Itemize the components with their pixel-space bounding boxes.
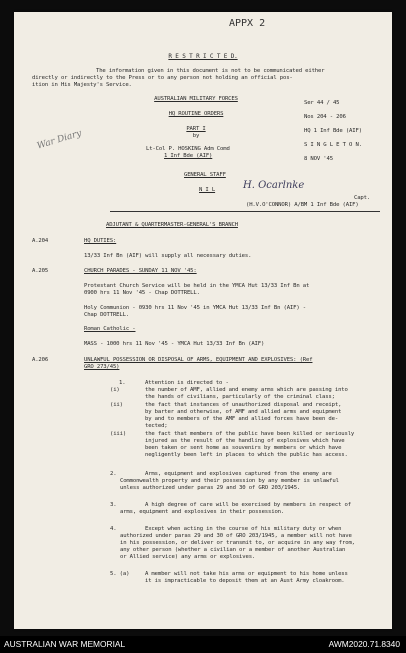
ref-place: S I N G L E T O N. [304,142,362,148]
p1-item-ii-line: by and to members of the AMF and allied forces have been de- [145,416,339,422]
p1-item-i-line: the number of AMF, allied and enemy arms which are passing into [145,387,348,393]
footer-source: AUSTRALIAN WAR MEMORIAL [4,639,126,649]
p4-line: any other person (whether a civilian or a member of another Australian [120,547,346,553]
p2-line: Commonwealth property and their possession by any member is unlawful [120,478,339,484]
p2-line: unless authorized under paras 29 and 30 of GRO 203/1945. [120,485,301,491]
p1-item-ii-line: by barter and otherwise, of AMF and allied arms and equipment [145,409,342,415]
appendix-label: APPX 2 [229,18,266,29]
p4-line: in his possession, or deliver or transmit to, or acquire in any way from, [120,540,355,546]
a205-mass: MASS - 1000 hrs 11 Nov '45 - YMCA Hut 13/33 Inf Bn (AIF) [84,341,265,347]
archive-footer [0,636,406,653]
p1-item-iii-line: the fact that members of the public have been killed or seriously [145,431,355,437]
notice-line-2: directly or indirectly to the Press or to any person not holding an official pos- [32,75,293,81]
p3-line: arms, equipment and explosives in their possession. [120,509,285,515]
p4-line: or Allied service) any arms or explosives. [120,554,256,560]
document-page [14,12,392,629]
p1-item-ii-line: the fact that instances of unauthorized disposal and receipt, [145,402,342,408]
title-line-1: AUSTRALIAN MILITARY FORCES [154,96,238,102]
p1-item-iii-line: been taken or sent home as souvenirs by members or which have [145,445,342,451]
signatory: (H.V.O'CONNOR) A/BM 1 Inf Bde (AIF) [246,202,359,208]
a205-number: A.205 [32,268,49,274]
section-heading: ADJUTANT & QUARTERMASTER-GENERAL'S BRANCH [106,222,238,228]
general-staff-heading: GENERAL STAFF [184,172,226,178]
p5-line: A member will not take his arms or equipment to his home unless [145,571,348,577]
a206-title-2: GRO 273/45) [84,364,120,370]
a205-prot-2: 0900 hrs 11 Nov '45 - Chap DOTTRELL. [84,290,200,296]
p1-item-i-num: (i) [110,387,120,393]
p5-line: it is impracticable to deposit them at an Aust Army cloakroom. [145,578,345,584]
title-line-4: by [192,133,200,139]
a205-rc-title: Roman Catholic - [84,326,136,332]
title-line-6: 1 Inf Bde (AIF) [164,153,213,159]
a205-prot-1: Protestant Church Service will be held in the YMCA Hut 13/33 Inf Bn at [84,283,310,289]
a204-text: 13/33 Inf Bn (AIF) will supply all necessary duties. [84,253,252,259]
p4-line: Except when acting in the course of his military duty or when [145,526,342,532]
notice-line-3: ition in His Majesty's Service. [32,82,132,88]
ref-hq: HQ 1 Inf Bde (AIF) [304,128,362,134]
p4-line: authorized under paras 29 and 30 of GRO 203/1945, a member will not have [120,533,352,539]
capt-label: Capt. [354,195,371,201]
ref-nos: Nos 204 - 206 [304,114,346,120]
p1-item-ii-line: tected; [145,423,168,429]
divider [110,211,380,212]
p1-item-iii-num: (iii) [110,431,127,437]
a205-title: CHURCH PARADES - SUNDAY 11 NOV '45: [84,268,197,274]
p1-lead: Attention is directed to - [145,380,229,386]
p3-line: A high degree of care will be exercised by members in respect of [145,502,351,508]
p2-number: 2. [110,471,117,477]
notice-line-1: The information given in this document is not to be communicated either [96,68,325,74]
ref-date: 8 NOV '45 [304,156,333,162]
a204-title: HQ DUTIES: [84,238,117,244]
p1-item-ii-num: (ii) [110,402,123,408]
restricted-heading: R E S T R I C T E D. [168,53,238,60]
p4-number: 4. [110,526,117,532]
title-line-2: HQ ROUTINE ORDERS [168,111,224,117]
p3-number: 3. [110,502,117,508]
a205-holy-1: Holy Communion - 0930 hrs 11 Nov '45 in YMCA Hut 13/33 Inf Bn (AIF) - [84,305,307,311]
title-line-3: PART I [186,126,206,132]
title-line-5: Lt-Col P. HOSKING Adm Comd [146,146,230,152]
p2-line: Arms, equipment and explosives captured from the enemy are [145,471,332,477]
a204-number: A.204 [32,238,49,244]
a206-number: A.206 [32,357,49,363]
handwritten-war-diary: War Diary [36,128,83,152]
p1-item-iii-line: injured as the result of the handling of explosives which have [145,438,345,444]
p5-number: 5. (a) [110,571,130,577]
p1-number: 1. [119,380,126,386]
general-staff-nil: N I L [199,187,216,193]
a206-title-1: UNLAWFUL POSSESSION OR DISPOSAL OF ARMS, EQUIPMENT AND EXPLOSIVES: (Ref [84,357,313,363]
ref-ser: Ser 44 / 45 [304,100,340,106]
a205-holy-2: Chap DOTTRELL. [84,312,130,318]
footer-accession: AWM2020.71.8340 [328,639,400,649]
p1-item-i-line: the hands of civilians, particularly of the criminal class; [145,394,335,400]
handwritten-signature: H. Ocarlnke [243,180,305,191]
p1-item-iii-line: negligently been left in places to which the public has access. [145,452,348,458]
